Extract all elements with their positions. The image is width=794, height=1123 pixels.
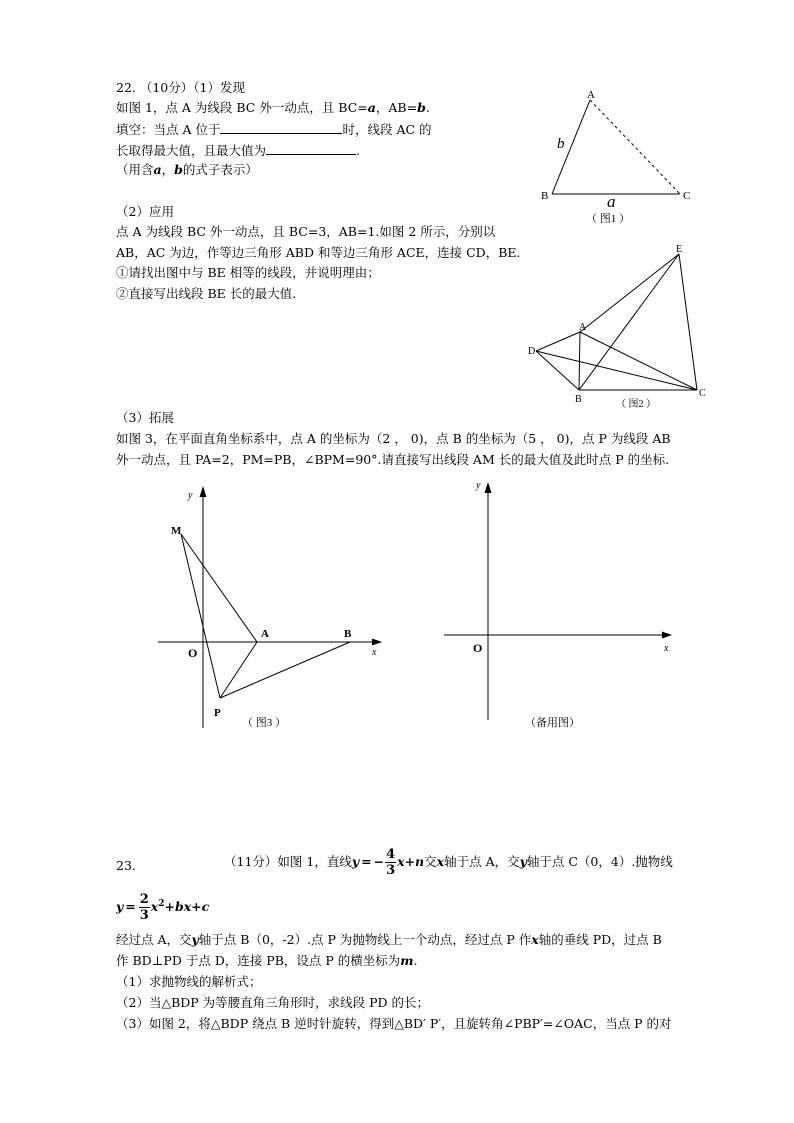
q23-sub1: （1）求抛物线的解析式； [116, 974, 262, 989]
label-d: D [528, 346, 536, 357]
q22-part2-q1: ①请找出图中与 BE 相等的线段，并说明理由； [116, 265, 380, 280]
q22-part1-line1-text: 如图 1，点 A 为线段 BC 外一动点，且 BC= [116, 100, 368, 115]
line1-x-var: x [531, 932, 539, 947]
q23-line2 [116, 953, 418, 969]
var-m: m [400, 953, 414, 968]
q22-part2-q2: ②直接写出线段 BE 长的最大值. [116, 286, 297, 301]
para-exponent: 2 [158, 899, 165, 909]
q22-note-pre: （用含 [116, 162, 154, 177]
q22-note [116, 162, 258, 178]
fig3-caption: （ 图3 ） [242, 717, 286, 729]
figure-3 [150, 480, 390, 736]
q23-sub3: （3）如图 2，将△BDP 绕点 B 逆时针旋转，得到△BD′ P′，且旋转角∠PBP′=∠OAC，当点 P 的对 [116, 1016, 672, 1031]
q22-fill-text-post: 时，线段 AC 的 [342, 122, 432, 137]
label-b: B [575, 394, 582, 405]
q23-line2-pre: 作 BD⊥PD 于点 D，连接 PB，设点 P 的横坐标为 [116, 953, 401, 968]
label-m: M [171, 525, 182, 537]
fraction-denominator: 3 [386, 863, 396, 878]
para-x: x [150, 899, 159, 915]
q22-max-text-pre: 长取得最大值，且最大值为 [116, 143, 267, 158]
q22-part1-line1-mid: ，AB= [375, 100, 418, 115]
q22-part2-line2: AB，AC 为边，作等边三角形 ABD 和等边三角形 ACE，连接 CD，BE. [116, 245, 521, 260]
segment-ac-dashed [590, 100, 680, 194]
label-o: O [473, 641, 483, 655]
q23-sub2: （2）当△BDP 为等腰直角三角形时，求线段 PD 的长； [116, 995, 430, 1010]
segment-ma [181, 534, 257, 642]
fraction-4-3 [385, 847, 396, 878]
segment-be [579, 254, 679, 390]
label-o: O [188, 646, 198, 660]
note-var-b: b [174, 162, 183, 177]
q23-line2-end: . [413, 953, 418, 968]
q23-intro-mid2: 轴于点 A，交 [444, 854, 520, 869]
q22-note-post: 的式子表示） [182, 162, 258, 177]
label-y: y [476, 480, 481, 491]
segment-ac [580, 332, 697, 390]
fig1-caption: （ 图1 ） [586, 213, 630, 225]
q22-max-text-post: . [356, 143, 360, 158]
label-b: B [344, 628, 352, 640]
eq-x-plus-n: x+n [397, 854, 425, 869]
label-c: C [699, 388, 706, 399]
segment-pb [220, 642, 350, 698]
q22-part2-line1: 点 A 为线段 BC 外一动点，且 BC=3，AB=1.如图 2 所示，分别以 [116, 224, 496, 239]
label-side-b: b [557, 136, 565, 152]
q22-part3-line2: 外一动点，且 PA=2，PM=PB，∠BPM=90°.请直接写出线段 AM 长的最大值及此时点 P 的坐标. [116, 452, 670, 467]
para-equals: = [125, 899, 136, 915]
fig2-caption: （ 图2 ） [616, 399, 656, 410]
q23-line1-pre: 经过点 A，交 [116, 932, 192, 947]
q22-part3-line1: 如图 3，在平面直角坐标系中，点 A 的坐标为（2 ， 0)，点 B 的坐标为（5 ， 0)，点 P 为线段 AB [116, 431, 671, 446]
q23-line1-mid: 轴于点 B（0，-2）.点 P 为抛物线上一个动点，经过点 P 作 [198, 932, 532, 947]
label-b: B [541, 190, 549, 202]
q22-part1-line1-end: . [425, 100, 430, 115]
para-frac-denominator: 3 [139, 908, 149, 924]
var-a: a [367, 100, 376, 115]
fraction-2-3 [139, 892, 150, 923]
label-e: E [676, 244, 683, 255]
y-axis-arrow-icon [485, 482, 492, 493]
axis-y-var: y [519, 854, 527, 869]
segment-mp [181, 534, 220, 698]
label-a: A [579, 322, 587, 333]
q23-intro-end: 轴于点 C（0，4）.抛物线 [526, 854, 673, 869]
label-side-a: a [607, 192, 616, 211]
answer-blank-position[interactable] [220, 121, 342, 134]
label-c: C [683, 190, 691, 202]
axis-x-var: x [436, 854, 445, 869]
y-axis-arrow-icon [200, 486, 207, 497]
q22-part1-line1 [116, 100, 430, 116]
segment-dc [536, 351, 697, 390]
segment-ae [580, 254, 679, 332]
q22-header: 22. （10分）（1）发现 [116, 80, 245, 95]
eq-equals: = [361, 854, 372, 869]
q23-intro-pre: （11分）如图 1，直线 [224, 854, 352, 869]
label-a: A [261, 628, 269, 640]
q23-line1-end: 轴的垂线 PD，过点 B [538, 932, 662, 947]
figure-spare [440, 474, 680, 736]
label-y: y [188, 490, 193, 501]
q22-part3-title: （3）拓展 [116, 410, 174, 425]
q22-fill-text-pre: 填空：当点 A 位于 [116, 122, 221, 137]
figure-2 [520, 240, 720, 412]
var-b: b [417, 100, 426, 115]
segment-ec [679, 254, 697, 390]
fraction-numerator: 4 [386, 847, 396, 862]
label-p: P [214, 707, 221, 719]
q23-intro-mid: 交 [424, 854, 437, 869]
q23-number: 23. [116, 858, 136, 873]
q22-note-sep: ， [161, 162, 175, 177]
segment-db [536, 351, 579, 390]
figure-1 [530, 82, 710, 230]
x-axis-arrow-icon [372, 639, 382, 646]
answer-blank-max[interactable] [266, 142, 356, 155]
label-x: x [664, 643, 669, 654]
q22-part2-title: （2）应用 [116, 204, 174, 219]
note-var-a: a [153, 162, 162, 177]
para-y: y [116, 899, 124, 915]
label-a: A [587, 89, 595, 101]
q22-max-line [116, 142, 360, 159]
q22-fill-line [116, 121, 432, 138]
para-frac-numerator: 2 [139, 892, 149, 908]
parabola-equation [116, 884, 209, 927]
line1-y-var: y [191, 932, 199, 947]
fig4-caption: （备用图） [525, 717, 580, 729]
q23-line1 [116, 932, 662, 948]
x-axis-arrow-icon [662, 632, 672, 639]
eq-minus: − [373, 854, 385, 869]
eq-y: y [351, 854, 360, 869]
para-rest: +bx+c [164, 899, 210, 915]
label-x: x [372, 647, 377, 658]
segment-da [536, 332, 580, 351]
q23-intro [224, 842, 673, 882]
